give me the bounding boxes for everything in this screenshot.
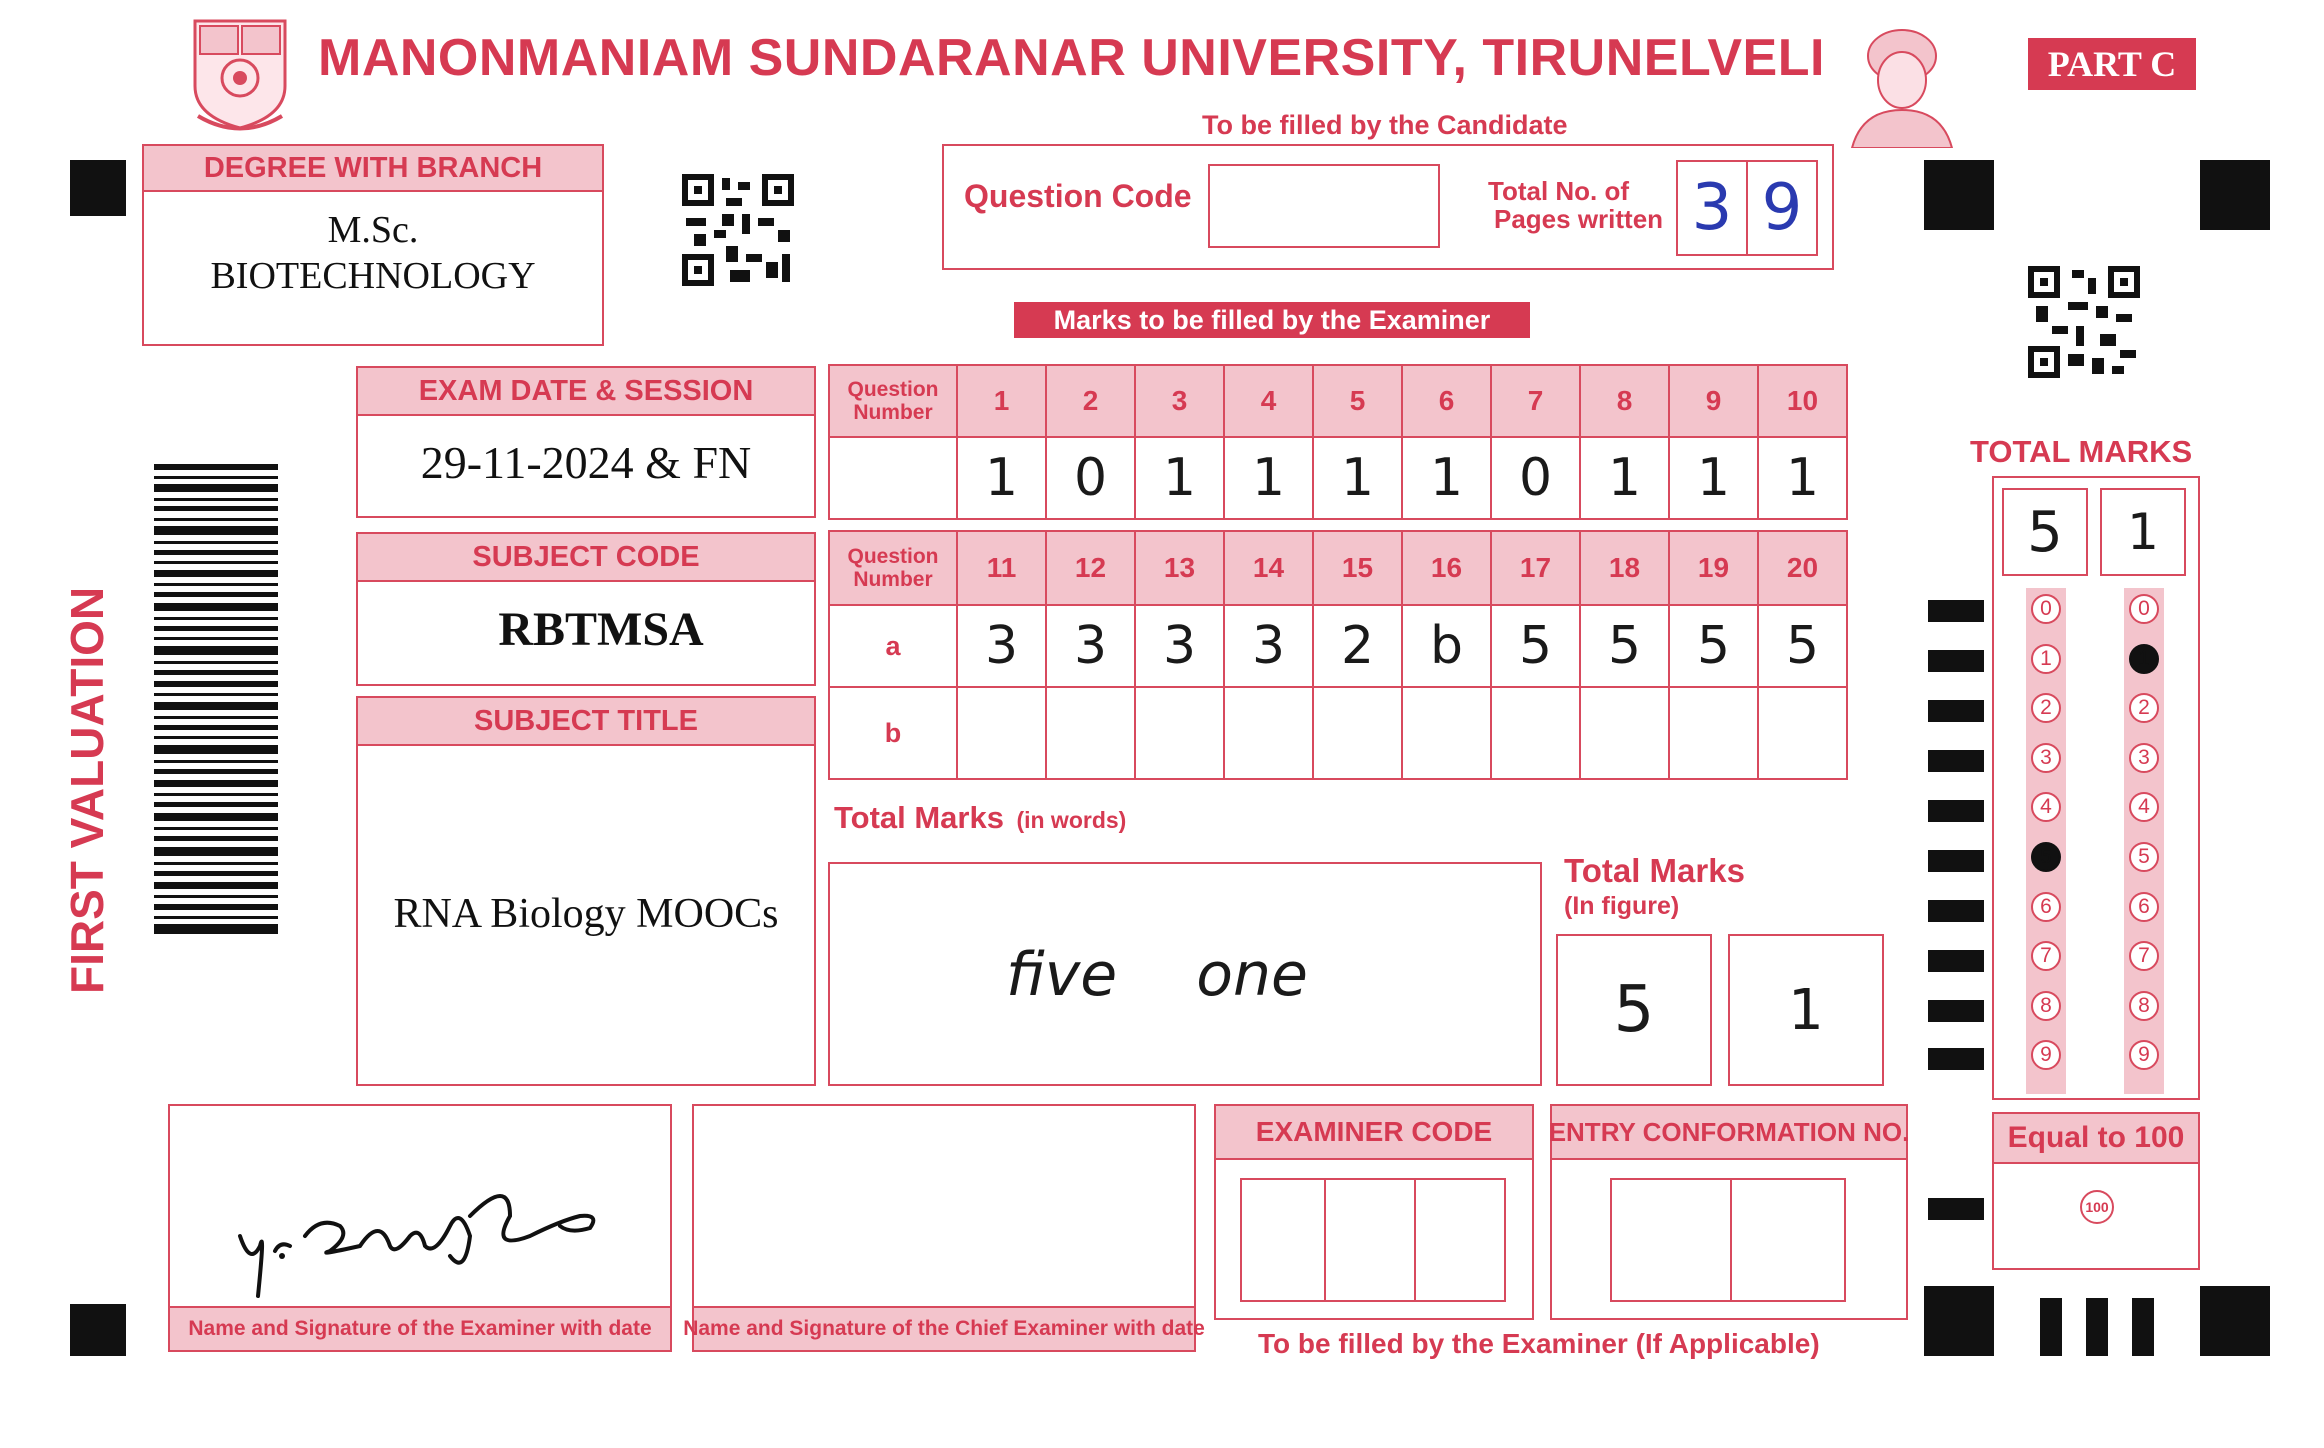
subject-code-label: SUBJECT CODE (358, 534, 814, 582)
timing-tick (1928, 1000, 1984, 1022)
examiner-code-cell[interactable] (1414, 1178, 1506, 1302)
grid2-mark-b[interactable] (1490, 686, 1581, 780)
degree-line1: M.Sc. (327, 209, 419, 251)
entry-no-cell[interactable] (1610, 1178, 1732, 1302)
omr-bubble-col1-3[interactable]: 3 (2031, 743, 2061, 773)
grid2-mark-b[interactable] (1223, 686, 1314, 780)
timing-tick (1928, 700, 1984, 722)
omr-bubble-col2-6[interactable]: 6 (2129, 892, 2159, 922)
grid2-mark-a[interactable]: 5 (1668, 604, 1759, 688)
grid1-mark[interactable]: 1 (1134, 436, 1225, 520)
grid1-row-label (828, 436, 958, 520)
grid1-number: 8 (1579, 364, 1670, 438)
total-figure-digit-2[interactable]: 1 (1728, 934, 1884, 1086)
omr-bubble-col1-8[interactable]: 8 (2031, 991, 2061, 1021)
grid2-row-a-label: a (828, 604, 958, 688)
omr-bubble-col1-2[interactable]: 2 (2031, 693, 2061, 723)
total-words-box[interactable] (828, 862, 1542, 1086)
grid2-header-label: Question Number (828, 530, 958, 606)
examiner-code-cell[interactable] (1240, 1178, 1326, 1302)
grid2-mark-b[interactable] (1312, 686, 1403, 780)
omr-bubble-col2-2[interactable]: 2 (2129, 693, 2159, 723)
pages-label-line1: Total No. of (1488, 176, 1630, 206)
grid1-number: 6 (1401, 364, 1492, 438)
chief-signature-label: Name and Signature of the Chief Examiner with date (694, 1306, 1194, 1350)
grid2-mark-a[interactable]: 5 (1757, 604, 1848, 688)
total-figure-digit-1[interactable]: 5 (1556, 934, 1712, 1086)
marks-grid-1 (828, 364, 1848, 520)
grid2-mark-a[interactable]: 3 (1223, 604, 1314, 688)
subject-code-box (356, 532, 816, 686)
qr-code-icon (2028, 266, 2140, 378)
total-words-heading (834, 800, 1126, 836)
timing-tick (1928, 1198, 1984, 1220)
timing-tick (1928, 850, 1984, 872)
footer-note: To be filled by the Examiner (If Applicable) (1258, 1328, 1820, 1359)
grid1-mark[interactable]: 1 (1757, 436, 1848, 520)
omr-bubble-col1-5[interactable]: 5 (2031, 842, 2061, 872)
grid2-number: 13 (1134, 530, 1225, 606)
degree-line2: BIOTECHNOLOGY (210, 255, 536, 297)
exam-date-label: EXAM DATE & SESSION (358, 368, 814, 416)
corner-marker-top-left (70, 160, 126, 216)
subject-title-value: RNA Biology MOOCs (393, 891, 779, 937)
corner-marker-bottom-left (70, 1304, 126, 1356)
corner-marker-top-right-1 (1924, 160, 1994, 230)
corner-marker-bottom-right-2 (2200, 1286, 2270, 1356)
subject-code-value: RBTMSA (498, 603, 704, 656)
grid1-number: 3 (1134, 364, 1225, 438)
grid2-number: 11 (956, 530, 1047, 606)
question-code-label: Question Code (964, 178, 1192, 214)
grid2-mark-a[interactable]: 3 (1134, 604, 1225, 688)
grid2-mark-a[interactable]: 5 (1490, 604, 1581, 688)
grid1-number: 7 (1490, 364, 1581, 438)
omr-bubble-col1-6[interactable]: 6 (2031, 892, 2061, 922)
equal-100-bubble[interactable]: 100 (2080, 1190, 2114, 1224)
grid2-mark-b[interactable] (1045, 686, 1136, 780)
qr-code-icon (682, 174, 794, 286)
pages-label-line2: Pages written (1494, 204, 1664, 234)
examiner-code-label: EXAMINER CODE (1216, 1106, 1532, 1160)
university-logo (190, 16, 290, 136)
examiner-banner: Marks to be filled by the Examiner (1014, 302, 1530, 338)
exam-date-box (356, 366, 816, 518)
timing-tick (1928, 900, 1984, 922)
entry-no-label: ENTRY CONFORMATION NO. (1552, 1106, 1906, 1160)
grid2-mark-b[interactable] (956, 686, 1047, 780)
part-badge: PART C (2028, 38, 2196, 90)
grid2-mark-b[interactable] (1668, 686, 1759, 780)
grid1-mark[interactable]: 1 (1401, 436, 1492, 520)
grid2-number: 17 (1490, 530, 1581, 606)
grid2-mark-a[interactable]: b (1401, 604, 1492, 688)
omr-bubble-col1-4[interactable]: 4 (2031, 792, 2061, 822)
omr-bubble-col1-7[interactable]: 7 (2031, 941, 2061, 971)
grid1-number: 10 (1757, 364, 1848, 438)
examiner-signature-box[interactable] (168, 1104, 672, 1352)
total-words-value: five one (1006, 940, 1308, 1010)
grid2-number: 19 (1668, 530, 1759, 606)
omr-bubble-col1-0[interactable]: 0 (2031, 594, 2061, 624)
grid2-mark-b[interactable] (1134, 686, 1225, 780)
total-words-sublabel: (in words) (1016, 807, 1127, 833)
timing-bar-3 (2132, 1298, 2154, 1356)
grid1-mark[interactable]: 0 (1045, 436, 1136, 520)
timing-tick (1928, 1048, 1984, 1070)
equal-100-box (1992, 1112, 2200, 1270)
grid2-number: 14 (1223, 530, 1314, 606)
pages-digit-1[interactable]: 3 (1676, 160, 1748, 256)
timing-tick (1928, 950, 1984, 972)
grid1-number: 1 (956, 364, 1047, 438)
degree-box (142, 144, 604, 346)
grid1-number: 2 (1045, 364, 1136, 438)
grid2-number: 18 (1579, 530, 1670, 606)
timing-bar-2 (2086, 1298, 2108, 1356)
omr-bubble-col2-9[interactable]: 9 (2129, 1040, 2159, 1070)
subject-title-label: SUBJECT TITLE (358, 698, 814, 746)
grid2-mark-b[interactable] (1401, 686, 1492, 780)
omr-bubble-col2-3[interactable]: 3 (2129, 743, 2159, 773)
degree-label: DEGREE WITH BRANCH (144, 146, 602, 192)
equal-100-label: Equal to 100 (1994, 1114, 2198, 1164)
total-figure-sublabel: (In figure) (1564, 892, 1680, 920)
timing-tick (1928, 750, 1984, 772)
grid2-number: 12 (1045, 530, 1136, 606)
timing-tick (1928, 600, 1984, 622)
grid1-number: 5 (1312, 364, 1403, 438)
grid2-number: 15 (1312, 530, 1403, 606)
total-figure-label: Total Marks (1564, 852, 1745, 889)
timing-tick (1928, 800, 1984, 822)
omr-digit-1[interactable]: 5 (2002, 488, 2088, 576)
omr-digit-2[interactable]: 1 (2100, 488, 2186, 576)
corner-marker-bottom-right-1 (1924, 1286, 1994, 1356)
examiner-signature-label: Name and Signature of the Examiner with date (170, 1306, 670, 1350)
examiner-code-cell[interactable] (1324, 1178, 1416, 1302)
omr-bubble-col2-4[interactable]: 4 (2129, 792, 2159, 822)
grid2-mark-a[interactable]: 5 (1579, 604, 1670, 688)
candidate-note: To be filled by the Candidate (1202, 110, 1568, 140)
grid1-mark[interactable]: 0 (1490, 436, 1581, 520)
marks-grid-2 (828, 530, 1848, 780)
first-valuation-label: FIRST VALUATION (61, 586, 113, 994)
grid1-mark[interactable]: 1 (1668, 436, 1759, 520)
entry-no-cell[interactable] (1730, 1178, 1846, 1302)
chief-signature-box[interactable] (683, 1104, 1205, 1352)
timing-tick (1928, 650, 1984, 672)
omr-bubble-col2-5[interactable]: 5 (2129, 842, 2159, 872)
founder-portrait (1842, 18, 1962, 148)
grid2-number: 16 (1401, 530, 1492, 606)
grid2-mark-a[interactable]: 3 (956, 604, 1047, 688)
omr-bubble-col2-0[interactable]: 0 (2129, 594, 2159, 624)
omr-bubble-col1-9[interactable]: 9 (2031, 1040, 2061, 1070)
grid2-mark-a[interactable]: 3 (1045, 604, 1136, 688)
examiner-signature-icon (220, 1156, 620, 1321)
grid1-number: 9 (1668, 364, 1759, 438)
pages-digit-2[interactable]: 9 (1746, 160, 1818, 256)
grid2-mark-b[interactable] (1757, 686, 1848, 780)
grid2-row-b-label: b (828, 686, 958, 780)
subject-title-box (356, 696, 816, 1086)
university-title: MANONMANIAM SUNDARANAR UNIVERSITY, TIRUNELVELI (318, 29, 1825, 87)
omr-total-label: TOTAL MARKS (1970, 434, 2193, 469)
omr-bubble-col2-7[interactable]: 7 (2129, 941, 2159, 971)
corner-marker-top-right-2 (2200, 160, 2270, 230)
grid2-mark-a[interactable]: 2 (1312, 604, 1403, 688)
omr-bubble-col2-1[interactable]: 1 (2129, 644, 2159, 674)
omr-bubble-col2-8[interactable]: 8 (2129, 991, 2159, 1021)
timing-bar-1 (2040, 1298, 2062, 1356)
grid2-number: 20 (1757, 530, 1848, 606)
grid2-mark-b[interactable] (1579, 686, 1670, 780)
barcode-icon (154, 464, 278, 934)
total-words-label: Total Marks (834, 800, 1004, 835)
grid1-mark[interactable]: 1 (1223, 436, 1314, 520)
exam-date-value: 29-11-2024 & FN (420, 437, 752, 488)
grid1-mark[interactable]: 1 (956, 436, 1047, 520)
omr-bubble-col1-1[interactable]: 1 (2031, 644, 2061, 674)
grid1-header-label: Question Number (828, 364, 958, 438)
grid1-mark[interactable]: 1 (1312, 436, 1403, 520)
grid1-number: 4 (1223, 364, 1314, 438)
grid1-mark[interactable]: 1 (1579, 436, 1670, 520)
question-code-input[interactable] (1208, 164, 1440, 248)
